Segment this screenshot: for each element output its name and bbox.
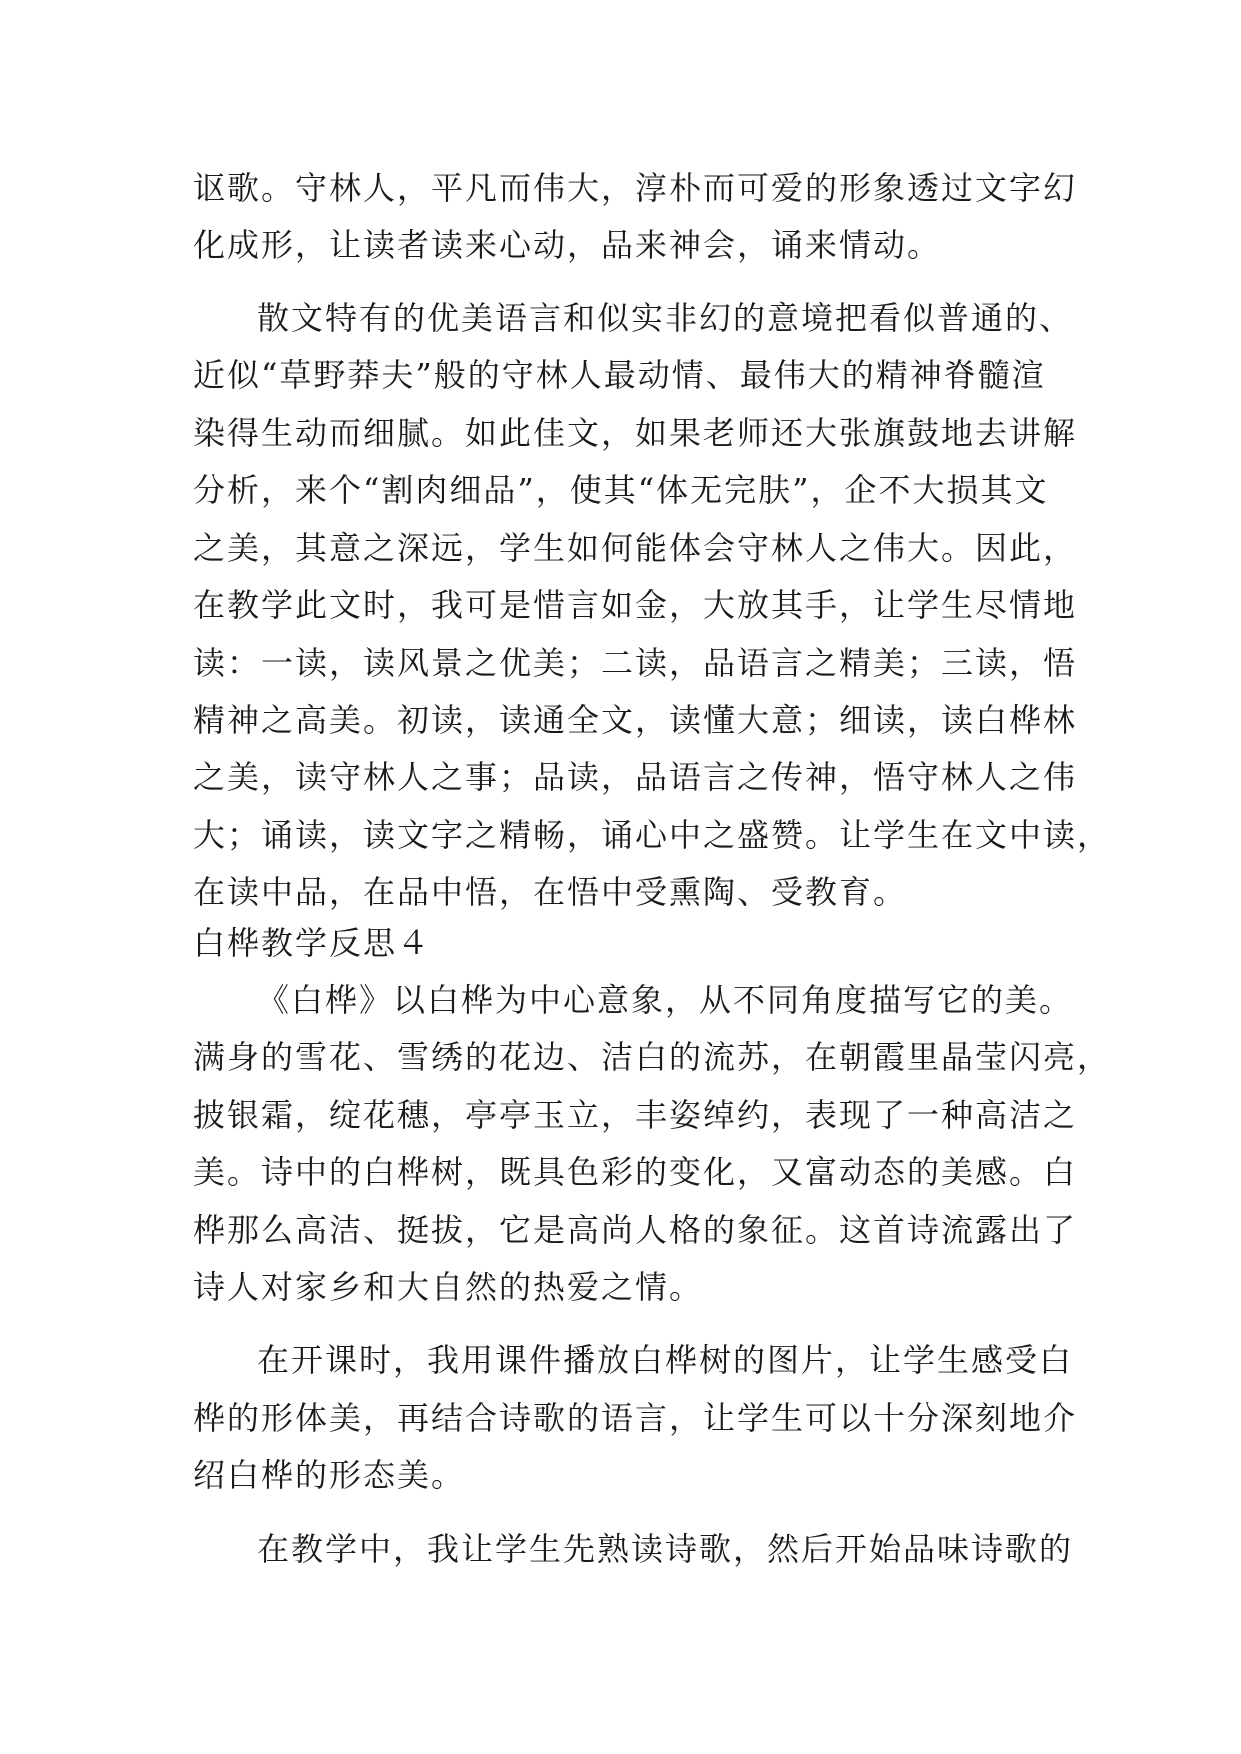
text-line: 分析，来个“割肉细品”，使其“体无完肤”，企不大损其文 (193, 471, 1049, 509)
text-line: 绍白桦的形态美。 (193, 1456, 466, 1494)
text-line: 桦那么高洁、挺拔，它是高尚人格的象征。这首诗流露出了 (193, 1211, 1078, 1249)
text-line: 读：一读，读风景之优美；二读，品语言之精美；三读，悟 (193, 644, 1078, 682)
text-line: 桦的形体美，再结合诗歌的语言，让学生可以十分深刻地介 (193, 1399, 1078, 1437)
text-line: 近似“草野莽夫”般的守林人最动情、最伟大的精神脊髓渲 (193, 356, 1046, 394)
text-line: 精神之高美。初读，读通全文，读懂大意；细读，读白桦林 (193, 701, 1078, 739)
text-line: 散文特有的优美语言和似实非幻的意境把看似普通的、 (257, 299, 1074, 337)
text-line: 满身的雪花、雪绣的花边、洁白的流苏，在朝霞里晶莹闪亮， (193, 1038, 1112, 1076)
text-line: 诗人对家乡和大自然的热爱之情。 (193, 1268, 704, 1306)
text-line: 《白桦》以白桦为中心意象，从不同角度描写它的美。 (257, 981, 1074, 1019)
text-line: 披银霜，绽花穗，亭亭玉立，丰姿绰约，表现了一种高洁之 (193, 1096, 1078, 1134)
text-line: 在读中品，在品中悟，在悟中受熏陶、受教育。 (193, 873, 908, 911)
text-line: 在教学中，我让学生先熟读诗歌，然后开始品味诗歌的 (257, 1530, 1074, 1568)
section-heading: 白桦教学反思４ (193, 924, 432, 962)
text-line: 讴歌。守林人，平凡而伟大，淳朴而可爱的形象透过文字幻 (193, 169, 1078, 207)
text-line: 在教学此文时，我可是惜言如金，大放其手，让学生尽情地 (193, 586, 1078, 624)
text-line: 之美，其意之深远，学生如何能体会守林人之伟大。因此， (193, 529, 1078, 567)
text-line: 在开课时，我用课件播放白桦树的图片，让学生感受白 (257, 1341, 1074, 1379)
text-line: 美。诗中的白桦树，既具色彩的变化，又富动态的美感。白 (193, 1153, 1078, 1191)
text-line: 大；诵读，读文字之精畅，诵心中之盛赞。让学生在文中读， (193, 816, 1112, 854)
text-line: 化成形，让读者读来心动，品来神会，诵来情动。 (193, 226, 942, 264)
text-line: 染得生动而细腻。如此佳文，如果老师还大张旗鼓地去讲解 (193, 414, 1078, 452)
text-line: 之美，读守林人之事；品读，品语言之传神，悟守林人之伟 (193, 758, 1078, 796)
